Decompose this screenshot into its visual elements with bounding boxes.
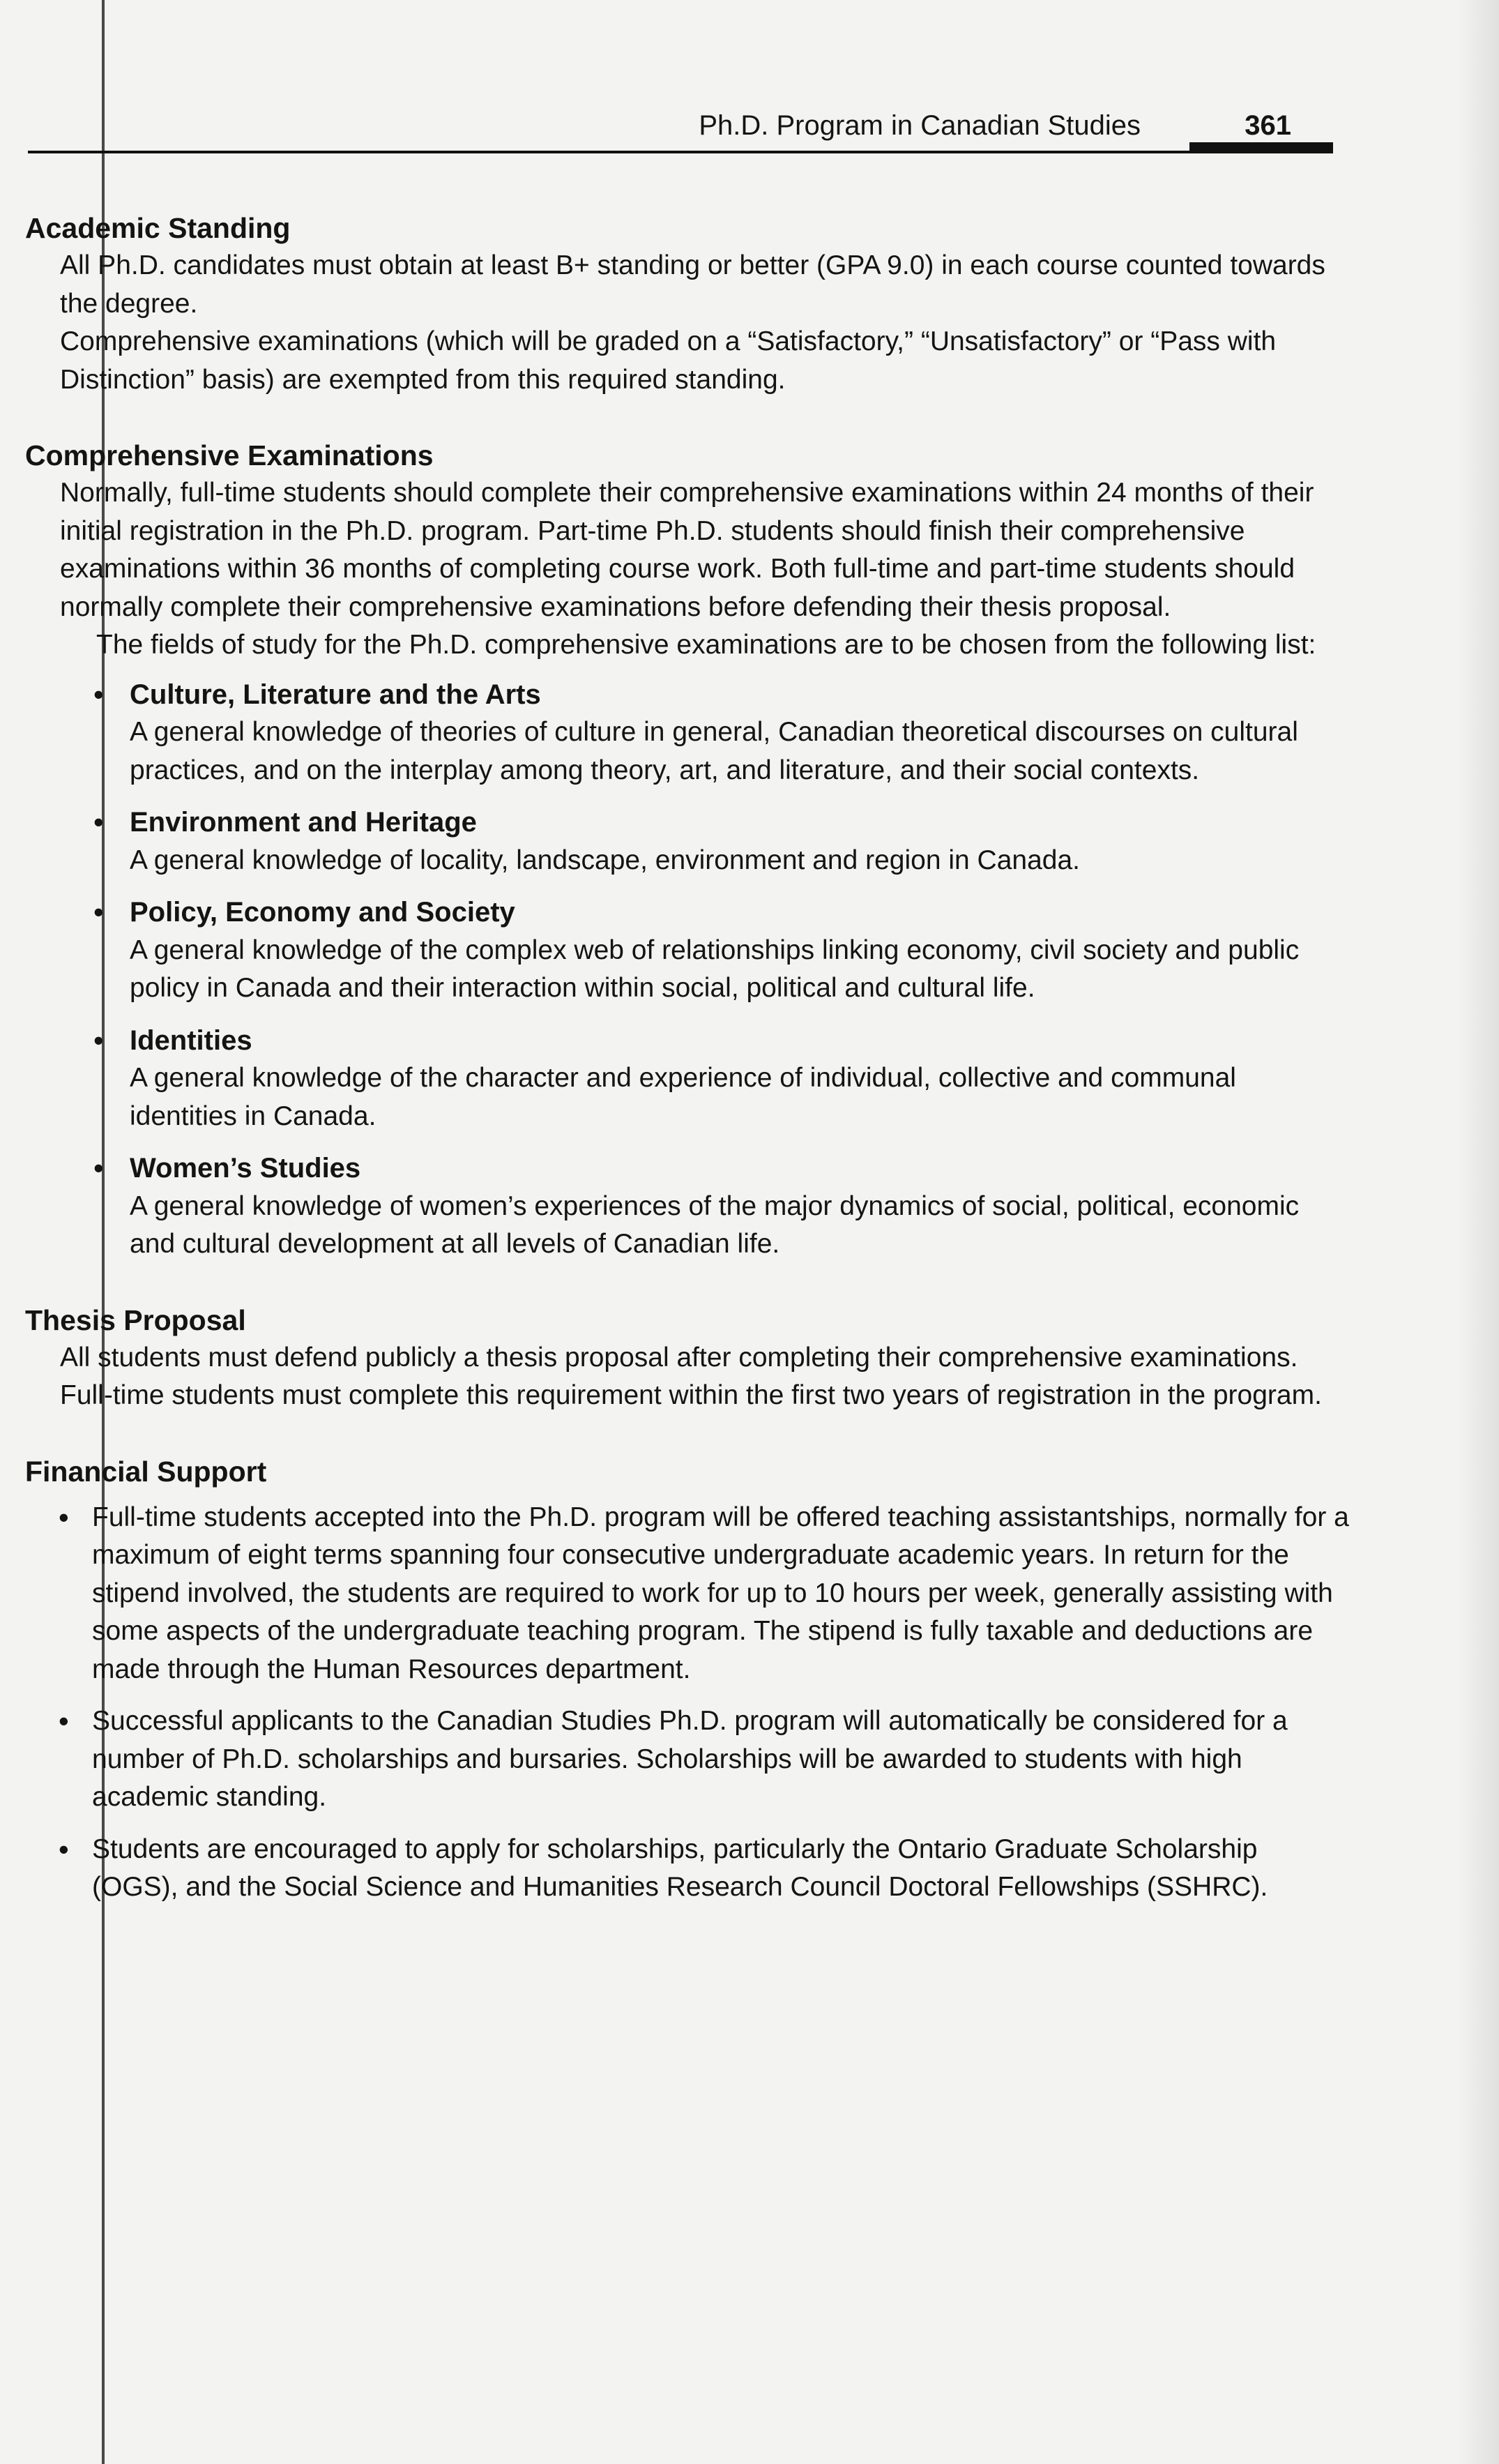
fields-of-study-list: [25, 676, 1350, 1264]
paragraph: Comprehensive examinations (which will be graded on a “Satisfactory,” “Unsatisfactory” or “Pass with Distinction” basis) are exempted from this required standing.: [60, 326, 1277, 395]
field-description: A general knowledge of theories of culture in general, Canadian theoretical discourses on cultural practices, and on the interplay among theory, art, and literature, and their social contexts.: [130, 717, 1298, 785]
list-item: [25, 893, 1350, 1008]
section-heading: Thesis Proposal: [25, 1303, 246, 1336]
section-financial-support: [25, 1453, 1350, 1907]
page-number: 361: [1245, 110, 1291, 141]
list-item: • Full-time students accepted into the Ph.D. program will be offered teaching assistantships, normally for a maximum of eight terms spanning four consecutive undergraduate academic years. In return for the stipend involved, the students are required to work for up to 10 hours per week, generally assisting with some aspects of the undergraduate teaching program. The stipend is fully taxable and deductions are made through the Human Resources department.: [25, 1499, 1350, 1689]
list-item: • Successful applicants to the Canadian Studies Ph.D. program will automatically be considered for a number of Ph.D. scholarships and bursaries. Scholarships will be awarded to students with high academic standing.: [25, 1702, 1350, 1817]
field-description: A general knowledge of the character and experience of individual, collective and communal identities in Canada.: [130, 1063, 1236, 1131]
list-item: [25, 676, 1350, 790]
field-title: • Culture, Literature and the Arts: [130, 679, 541, 710]
section-heading: Academic Standing: [25, 212, 291, 244]
field-title: • Identities: [130, 1025, 252, 1056]
list-item: [25, 1149, 1350, 1264]
financial-support-list: [25, 1499, 1350, 1907]
header-thumb-tab: [1189, 142, 1333, 153]
paragraph: All Ph.D. candidates must obtain at least B+ standing or better (GPA 9.0) in each course counted towards the degree.: [60, 250, 1325, 319]
section-heading: Comprehensive Examinations: [25, 439, 434, 471]
field-title: • Environment and Heritage: [130, 807, 477, 838]
page-edge-shadow: [1457, 0, 1499, 2464]
section-thesis-proposal: [25, 1301, 1350, 1415]
field-description: A general knowledge of locality, landscape, environment and region in Canada.: [130, 845, 1081, 875]
paragraph: The fields of study for the Ph.D. comprehensive examinations are to be chosen from the following list:: [96, 630, 1316, 660]
list-item: [25, 803, 1350, 879]
list-item: • Students are encouraged to apply for scholarships, particularly the Ontario Graduate Scholarship (OGS), and the Social Science and Humanities Research Council Doctoral Fellowships (SSHRC).: [25, 1831, 1350, 1907]
section-academic-standing: [25, 209, 1350, 399]
field-description: A general knowledge of women’s experiences of the major dynamics of social, political, economic and cultural development at all levels of Canadian life.: [130, 1191, 1300, 1259]
field-title: • Policy, Economy and Society: [130, 897, 515, 928]
field-title: • Women’s Studies: [130, 1153, 361, 1184]
paragraph: Normally, full-time students should complete their comprehensive examinations within 24 months of their initial registration in the Ph.D. program. Part-time Ph.D. students should finish their comprehensive examinations within 36 months of completing course work. Both full-time and part-time students should normally complete their comprehensive examinations before defending their thesis proposal.: [60, 478, 1314, 622]
section-comprehensive-examinations: [25, 437, 1350, 1264]
running-header: [28, 105, 1333, 153]
list-item: [25, 1022, 1350, 1136]
section-heading: Financial Support: [25, 1455, 267, 1488]
field-description: A general knowledge of the complex web of relationships linking economy, civil society and public policy in Canada and their interaction within social, political and cultural life.: [130, 935, 1300, 1003]
running-title: Ph.D. Program in Canadian Studies: [699, 110, 1141, 141]
page-content: [25, 209, 1350, 1921]
paragraph: All students must defend publicly a thesis proposal after completing their comprehensive examinations. Full-time students must complete this requirement within the first two years of registration in the program.: [60, 1342, 1322, 1410]
header-rule: [28, 151, 1333, 153]
